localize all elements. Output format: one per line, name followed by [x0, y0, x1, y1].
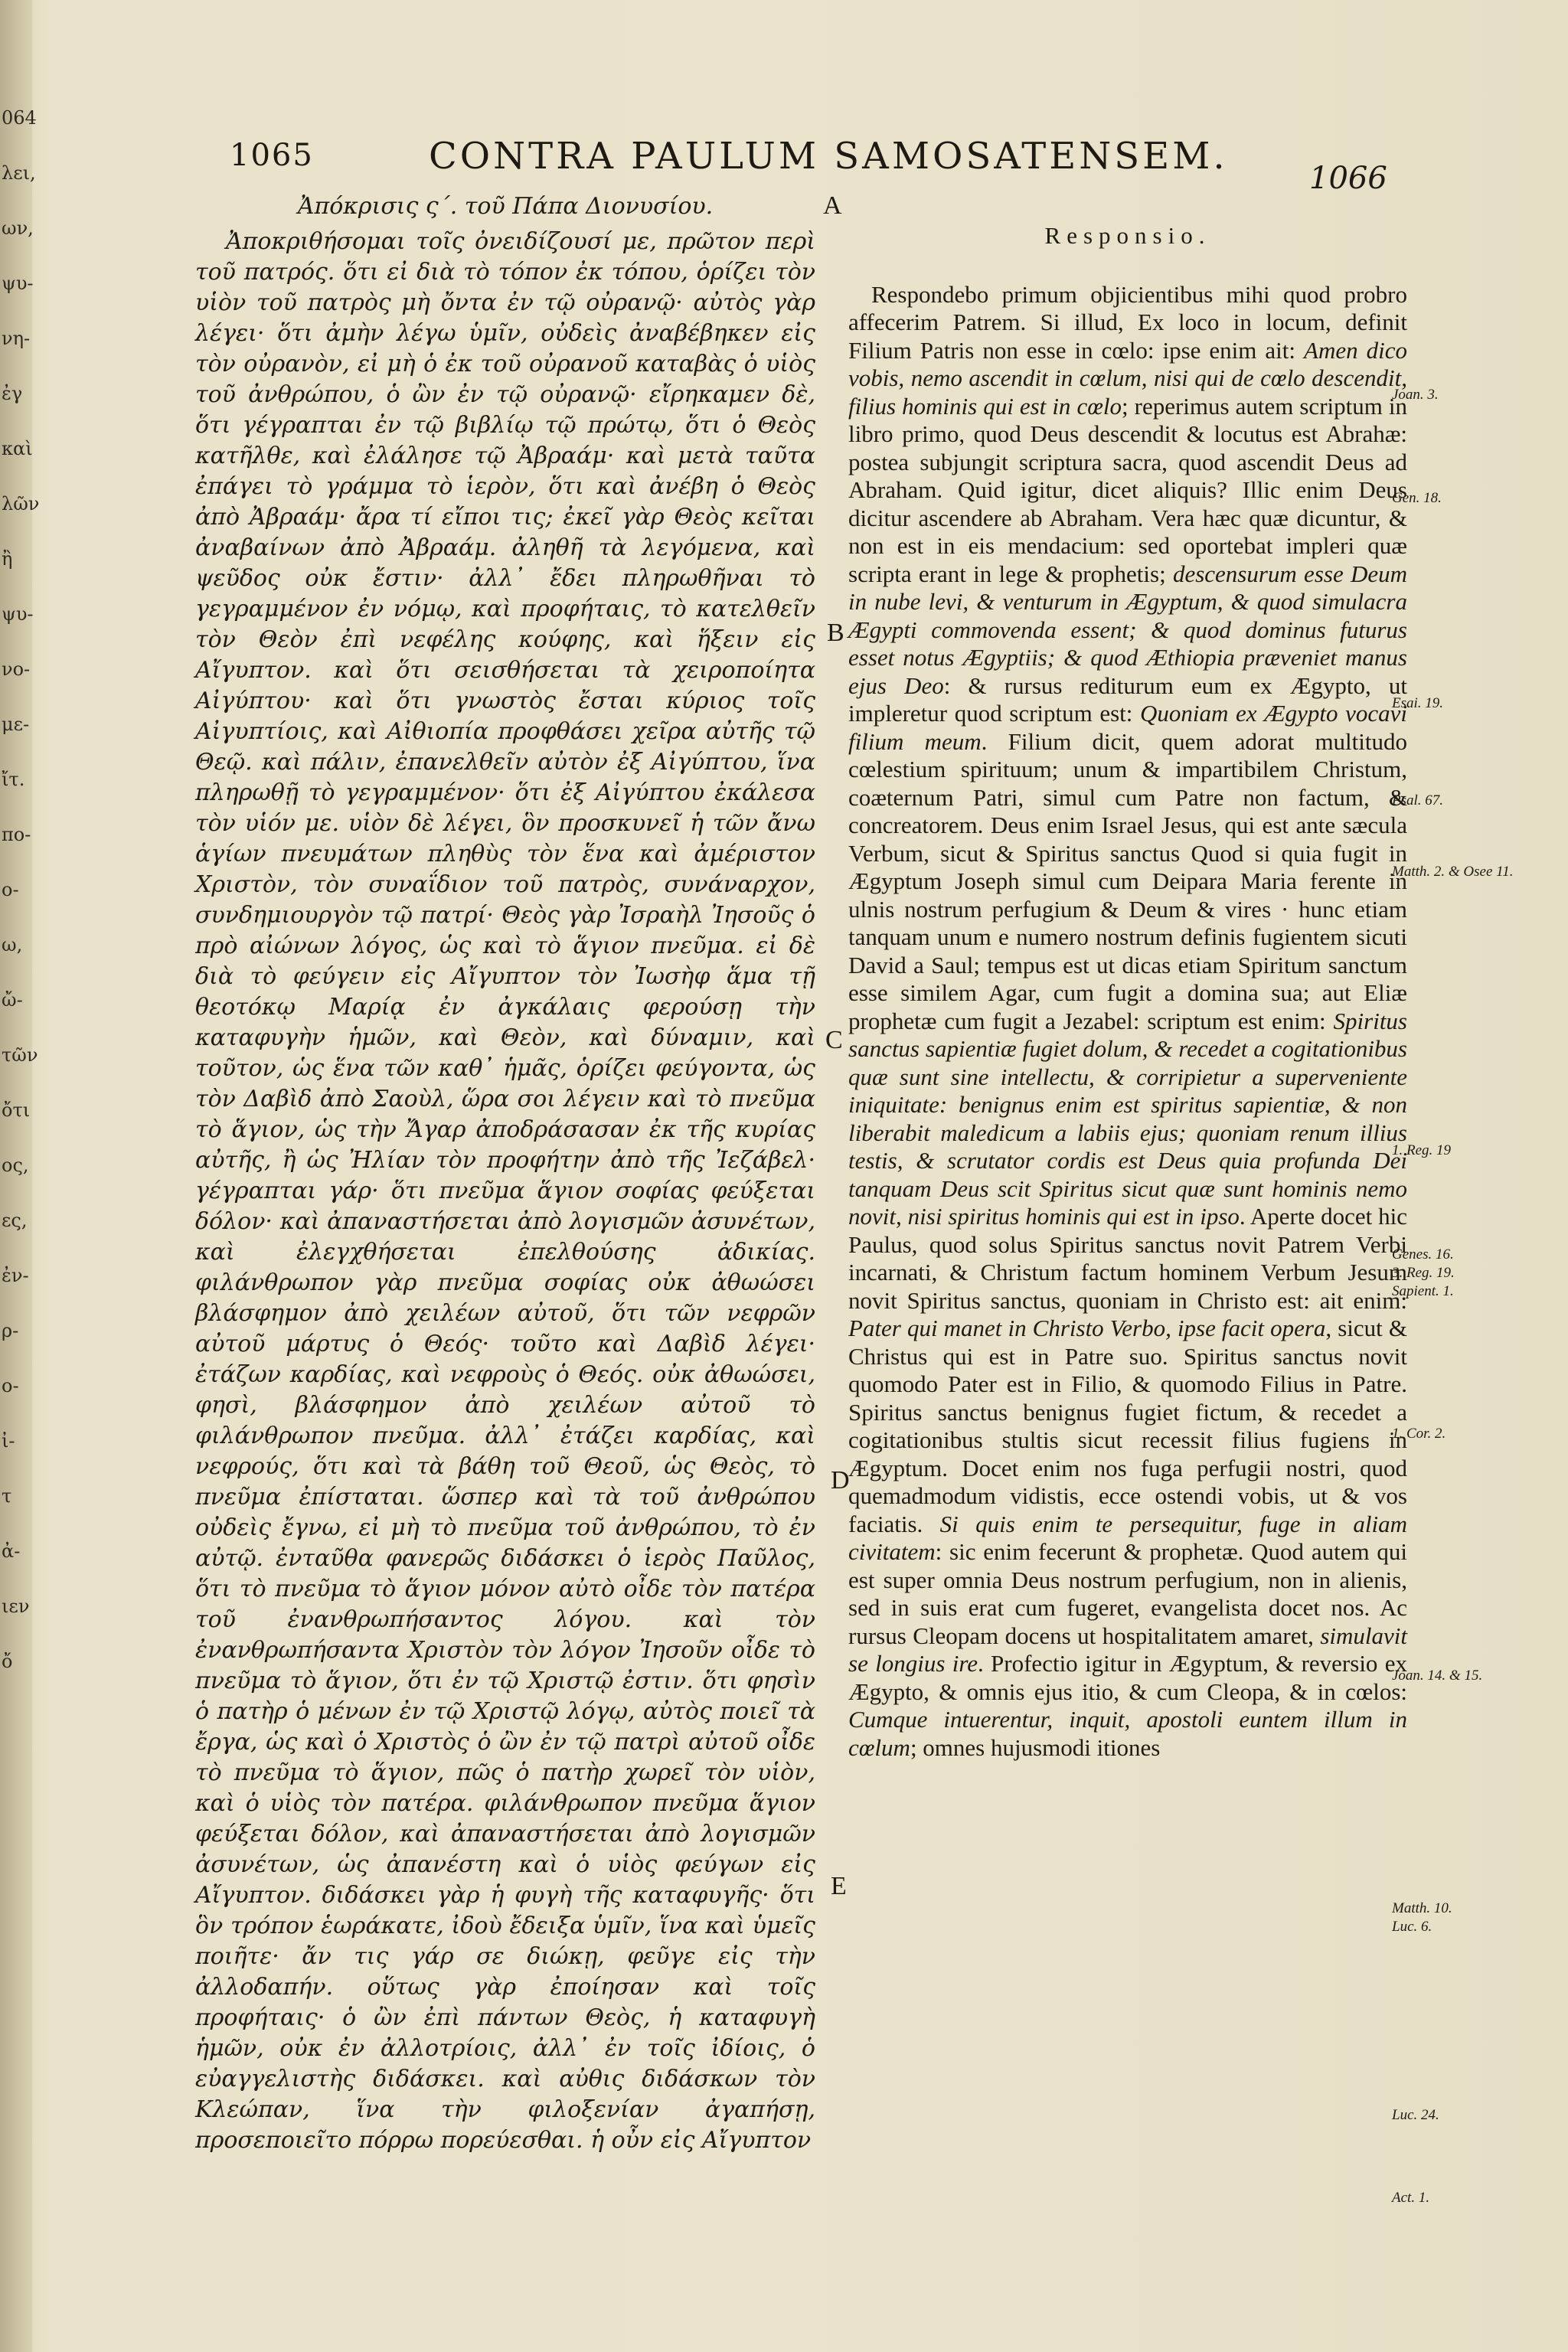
page-number-right: 1066	[1309, 161, 1387, 196]
margin-ref: Matth. 2. & Osee 11.	[1392, 864, 1514, 880]
latin-segment: . Profectio igitur in Ægyptum, & reversio ex Ægypto, & omnis ejus itio, & cum Cleopa, & in cœlos:	[848, 1650, 1407, 1705]
gutter-fragment: ες,	[2, 1210, 28, 1231]
gutter-fragment: ο-	[2, 879, 19, 900]
greek-heading: Ἀπόκρισις ς΄. τοῦ Πάπα Διονυσίου.	[297, 193, 714, 220]
gutter-fragment: λει,	[2, 162, 36, 184]
gutter-fragment: τ	[2, 1485, 12, 1507]
gutter-fragment: νο-	[2, 658, 31, 680]
section-mark-c: C	[825, 1026, 843, 1054]
gutter-fragment: ὄ	[2, 1651, 13, 1672]
latin-segment: , sicut & Christus qui est in Patre suo. Spiritus sanctus novit quomodo Pater est in Filio, & quomodo Filius in Patre. Spiritus sanctus benignus fugiet fictum, & recedet a cogitationibus stultis sicut recessit filius fugiens in Ægyptum. Docet enim nos fuga perfugii nostri, quod quemadmodum vidistis, ecce ostendi vobis, ut & vos faciatis.	[848, 1315, 1407, 1537]
greek-text: Ἀποκριθήσομαι τοῖς ὀνειδίζουσί με, πρῶτον περὶ τοῦ πατρός. ὅτι εἰ διὰ τὸ τόπον ἐκ τόπου, ὁρίζει τὸν υἱὸν τοῦ πατρὸς μὴ ὄντα ἐν τῷ οὐρανῷ· αὐτὸς γὰρ λέγει· ὅτι ἀμὴν λέγω ὑμῖν, οὐδεὶς ἀναβέβηκεν εἰς τὸν οὐρανὸν, εἰ μὴ ὁ ἐκ τοῦ οὐρανοῦ καταβὰς ὁ υἱὸς τοῦ ἀνθρώπου, ὁ ὢν ἐν τῷ οὐρανῷ· εἴρηκαμεν δὲ, ὅτι γέγραπται ἐν τῷ βιβλίῳ τῷ πρώτῳ, ὅτι ὁ Θεὸς κατῆλθε, καὶ ἐλάλησε τῷ Ἀβραάμ· καὶ μετὰ ταῦτα ἐπάγει τὸ γράμμα τὸ ἱερὸν, ὅτι καὶ ἀνέβη ὁ Θεὸς ἀπὸ Ἀβραάμ· ἄρα τί εἴποι τις; ἐκεῖ γὰρ Θεὸς κεῖται ἀναβαίνων ἀπὸ Ἀβραάμ. ἀληθῆ τὰ λεγόμενα, καὶ ψεῦδος οὐκ ἔστιν· ἀλλ᾽ ἔδει πληρωθῆναι τὸ γεγραμμένον ἐν νόμῳ, καὶ προφήταις, τὸ κατελθεῖν τὸν Θεὸν ἐπὶ νεφέλης κούφης, καὶ ἥξειν εἰς Αἴγυπτον. καὶ ὅτι σεισθήσεται τὰ χειροποίητα Αἰγύπτου· καὶ ὅτι γνωστὸς ἔσται κύριος τοῖς Αἰγυπτίοις, καὶ Αἰθιοπία προφθάσει χεῖρα αὐτῆς τῷ Θεῷ. καὶ πάλιν, ἐπανελθεῖν αὐτὸν ἐξ Αἰγύπτου, ἵνα πληρωθῇ τὸ γεγραμμένον· ὅτι ἐξ Αἰγύπτου ἐκάλεσα τὸν υἱόν με. υἱὸν δὲ λέγει, ὃν προσκυνεῖ ἡ τῶν ἄνω ἁγίων πνευμάτων πληθὺς τὸν ἕνα καὶ ἀμέριστον Χριστὸν, τὸν συναΐδιον τοῦ πατρὸς, συνάναρχον, συνδημιουργὸν τῷ πατρί· Θεὸς γὰρ Ἰσραὴλ Ἰησοῦς ὁ πρὸ αἰώνων λόγος, ὡς καὶ τὸ ἅγιον πνεῦμα. εἰ δὲ διὰ τὸ φεύγειν εἰς Αἴγυπτον τὸν Ἰωσὴφ ἅμα τῇ θεοτόκῳ Μαρίᾳ ἐν ἀγκάλαις φερούσῃ τὴν καταφυγὴν ἡμῶν, καὶ Θεὸν, καὶ δύναμιν, καὶ τοῦτον, ὡς ἕνα τῶν καθ᾽ ἡμᾶς, ὁρίζει φεύγοντα, ὡς τὸν Δαβὶδ ἀπὸ Σαοὺλ, ὥρα σοι λέγειν καὶ τὸ πνεῦμα τὸ ἅγιον, ὡς τὴν Ἄγαρ ἀποδράσασαν ἐκ τῆς κυρίας αὐτῆς, ἢ ὡς Ἠλίαν τὸν προφήτην ἀπὸ τῆς Ἰεζάβελ· γέγραπται γάρ· ὅτι πνεῦμα ἅγιον σοφίας φεύξεται δόλον· καὶ ἀπαναστήσεται ἀπὸ λογισμῶν ἀσυνέτων, καὶ ἐλεγχθήσεται ἐπελθούσης ἀδικίας. φιλάνθρωπον γὰρ πνεῦμα σοφίας οὐκ ἀθωώσει βλάσφημον ἀπὸ χειλέων αὐτοῦ, ὅτι τῶν νεφρῶν αὐτοῦ μάρτυς ὁ Θεός· τοῦτο καὶ Δαβὶδ λέγει· ἐτάζων καρδίας, καὶ νεφροὺς ὁ Θεός. οὐκ ἀθωώσει, φησὶ, βλάσφημον ἀπὸ χειλέων αὐτοῦ τὸ φιλάνθρωπον πνεῦμα. ἀλλ᾽ ἐτάζει καρδίας, καὶ νεφρούς, ὅτι καὶ τὰ βάθη τοῦ Θεοῦ, ὡς Θεὸς, τὸ πνεῦμα ἐπίσταται. ὥσπερ καὶ τὰ τοῦ ἀνθρώπου οὐδεὶς ἔγνω, εἰ μὴ τὸ πνεῦμα τοῦ ἀνθρώπου, τὸ ἐν αὐτῷ. ἐνταῦθα φανερῶς διδάσκει ὁ ἱερὸς Παῦλος, ὅτι τὸ πνεῦμα τὸ ἅγιον μόνον αὐτὸ οἶδε τὸν πατέρα τοῦ ἐνανθρωπήσαντος λόγου. καὶ τὸν ἐνανθρωπήσαντα Χριστὸν τὸν λόγον Ἰησοῦν οἶδε τὸ πνεῦμα τὸ ἅγιον, ὅτι ἐν τῷ Χριστῷ ἐστιν. ὅτι φησὶν ὁ πατὴρ ὁ μένων ἐν τῷ Χριστῷ λόγῳ, αὐτὸς ποιεῖ τὰ ἔργα, ὡς καὶ ὁ Χριστὸς ὁ ὢν ἐν τῷ πατρὶ αὐτοῦ οἶδε τὸ πνεῦμα τὸ ἅγιον, πῶς ὁ πατὴρ χωρεῖ τὸν υἱὸν, καὶ ὁ υἱὸς τὸν πατέρα. φιλάνθρωπον πνεῦμα ἅγιον φεύξεται δόλον, καὶ ἀπαναστήσεται ἀπὸ λογισμῶν ἀσυνέτων, ὡς ἀπανέστη καὶ ὁ υἱὸς φεύγων εἰς Αἴγυπτον. διδάσκει γὰρ ἡ φυγὴ τῆς καταφυγῆς· ὅτι ὃν τρόπον ἑωράκατε, ἰδοὺ ἔδειξα ὑμῖν, ἵνα καὶ ὑμεῖς ποιῆτε· ἄν τις γάρ σε διώκῃ, φεῦγε εἰς τὴν ἀλλοδαπήν. οὕτως γὰρ ἐποίησαν καὶ τοῖς προφήταις· ὁ ὢν ἐπὶ πάντων Θεὸς, ἡ καταφυγὴ ἡμῶν, οὐκ ἐν ἀλλοτρίοις, ἀλλ᾽ ἐν τοῖς ἰδίοις, ὁ εὐαγγελιστὴς διδάσκει. καὶ αὐθις διδάσκων τὸν Κλεώπαν, ἵνα τὴν φιλοξενίαν ἀγαπήσῃ, προσεποιεῖτο πόρρω πορεύεσθαι. ἡ οὖν εἰς Αἴγυπτον	[195, 228, 815, 2154]
latin-segment: ; omnes hujusmodi itiones	[910, 1733, 1161, 1761]
greek-column	[195, 191, 815, 2156]
section-mark-e: E	[831, 1872, 847, 1900]
margin-ref: Sapient. 1.	[1392, 1283, 1454, 1299]
margin-ref: Matth. 10.	[1392, 1900, 1452, 1916]
latin-scripture-quote: Spiritus sanctus sapientiæ fugiet dolum, & recedet a cogitationibus quæ sunt sine intellectu, & corripietur a superveniente iniquitate: benignus enim est spiritus sapientiæ, & non liberabit maledicum a labiis ejus; quoniam renum illius testis, & scrutator cordis est Deus quia profunda Dei tanquam Deus scit Spiritus sicut quæ sunt hominis nemo novit, nisi spiritus hominis qui est in ipso	[848, 1007, 1407, 1230]
latin-scripture-quote: Si quis enim te persequitur, fuge in aliam civitatem	[848, 1510, 1407, 1565]
gutter-fragment: ἢ	[2, 548, 13, 570]
gutter-fragment: πο-	[2, 824, 31, 845]
running-title: CONTRA PAULUM SAMOSATENSEM.	[429, 135, 1228, 178]
margin-ref: Esai. 19.	[1392, 695, 1444, 711]
gutter-fragment: ὄτι	[2, 1099, 31, 1121]
latin-segment: : sic enim fecerunt & prophetæ. Quod autem qui est super omnia Deus nostrum perfugium, non in alienis, sed in suis erat cum fugeret, evangelista docet nos. Ac rursus Cleopam docens ut hospitalitatem amaret,	[848, 1538, 1407, 1649]
latin-scripture-quote: Cumque intuerentur, inquit, apostoli euntem illum in cœlum	[848, 1706, 1407, 1761]
gutter-fragment: ἐν-	[2, 1265, 29, 1286]
previous-page-gutter	[0, 0, 40, 2352]
latin-segment: . Aperte docet hic Paulus, quod solus Spiritus sanctus novit Patrem Verbi incarnati, & Christum factum hominem Verbum Jesum novit Spiritus sanctus, quoniam in Christo est: ait enim:	[848, 1203, 1408, 1314]
gutter-fragment: ἀ-	[2, 1540, 21, 1562]
margin-ref: Luc. 6.	[1392, 1919, 1432, 1935]
gutter-fragment: ρ-	[2, 1320, 19, 1341]
page-header	[0, 135, 1568, 196]
latin-heading: Responsio.	[1044, 222, 1211, 249]
latin-segment: . Filium dicit, quem adorat multitudo cœlestium spirituum; unum & impartibilem Christum, coæternum Patri, simul cum Patre non factum, & concreatorem. Deus enim Israel Jesus, qui est ante sæcula Verbum, sicut & Spiritus sanctus Quod si quia fugit in Ægyptum Joseph simul cum Deipara Maria ferente in ulnis nostrum perfugium & Deum & vires · hunc etiam tanquam unum e numero nostrum definis fugientem sicuti David a Saul; tempus est ut dicas etiam Spiritum sanctum esse similem Agar, cum fugit a domina sua; aut Eliæ prophetæ cum fugit a Jezabel: scriptum est enim:	[848, 727, 1408, 1034]
latin-scripture-quote: descensurum esse Deum in nube levi, & venturum in Ægyptum, & quod simulacra Ægypti commovenda essent; & quod dominus futurus esset notus Ægyptiis; & quod Æthiopia præveniet manus ejus Deo	[848, 560, 1407, 699]
page-number-left: 1065	[230, 138, 314, 173]
latin-text	[848, 281, 1407, 1762]
margin-ref: 1. Reg. 19	[1392, 1142, 1452, 1158]
gutter-fragment: ω,	[2, 934, 23, 956]
gutter-fragment: ψυ-	[2, 273, 34, 294]
gutter-fragment: ιεν	[2, 1596, 30, 1617]
gutter-fragment: 064	[2, 107, 37, 129]
gutter-fragment: ψυ-	[2, 603, 34, 625]
margin-ref: Psal. 67.	[1392, 792, 1444, 808]
latin-scripture-quote: Quoniam ex Ægypto vocavi filium meum	[848, 700, 1407, 755]
latin-segment: ; reperimus autem scriptum in libro primo, quod Deus descendit & locutus est Abrahæ: postea subjungit scriptura sacra, quod ascendit Deus ad Abraham. Quid igitur, dicet aliquis? Illic enim Deus dicitur ascendere ab Abraham. Vera hæc quæ dicuntur, & non est in eis mendacium: sed oportebat impleri quæ scripta erant in lege & prophetis;	[848, 392, 1407, 587]
gutter-fragment: ὤ-	[2, 989, 23, 1011]
latin-scripture-quote: Amen dico vobis, nemo ascendit in cœlum, nisi qui de cœlo descendit, filius hominis qui est in cœlo	[848, 336, 1407, 420]
latin-segment: : & rursus rediturum eum ex Ægypto, ut impleretur quod scriptum est:	[848, 671, 1407, 727]
margin-ref: Gen. 18.	[1392, 490, 1442, 506]
margin-ref: Luc. 24.	[1392, 2107, 1439, 2123]
gutter-fragment: με-	[2, 714, 30, 735]
gutter-fragment: ο-	[2, 1375, 19, 1396]
margin-ref: Joan. 14. & 15.	[1392, 1668, 1483, 1684]
margin-ref: 3. Reg. 19.	[1392, 1265, 1455, 1281]
latin-scripture-quote: Pater qui manet in Christo Verbo, ipse facit opera	[848, 1315, 1326, 1341]
latin-scripture-quote: simulavit se longius ire	[848, 1622, 1407, 1677]
gutter-fragment: ἴτ.	[2, 769, 25, 790]
section-mark-a: A	[823, 191, 842, 220]
margin-ref: 1. Cor. 2.	[1392, 1426, 1446, 1442]
latin-segment: Respondebo primum objicientibus mihi quod probro affecerim Patrem. Si illud, Ex loco in locum, definit Filium Patris non esse in cœlo: ipse enim ait:	[848, 280, 1407, 364]
gutter-fragment: τῶν	[2, 1044, 38, 1066]
margin-ref: Genes. 16.	[1392, 1246, 1454, 1263]
section-mark-d: D	[831, 1466, 850, 1494]
latin-column	[848, 222, 1407, 1762]
section-mark-b: B	[827, 619, 844, 647]
margin-ref: Joan. 3.	[1392, 387, 1439, 403]
gutter-fragment: ων,	[2, 217, 34, 239]
gutter-fragment: νη-	[2, 328, 31, 349]
margin-ref: Act. 1.	[1392, 2190, 1430, 2206]
gutter-fragment: καὶ	[2, 438, 33, 459]
gutter-fragment: λῶν	[2, 493, 40, 514]
gutter-fragment: ἐγ	[2, 383, 23, 404]
gutter-fragment: ος,	[2, 1155, 29, 1176]
gutter-fragment: ἰ-	[2, 1430, 15, 1452]
